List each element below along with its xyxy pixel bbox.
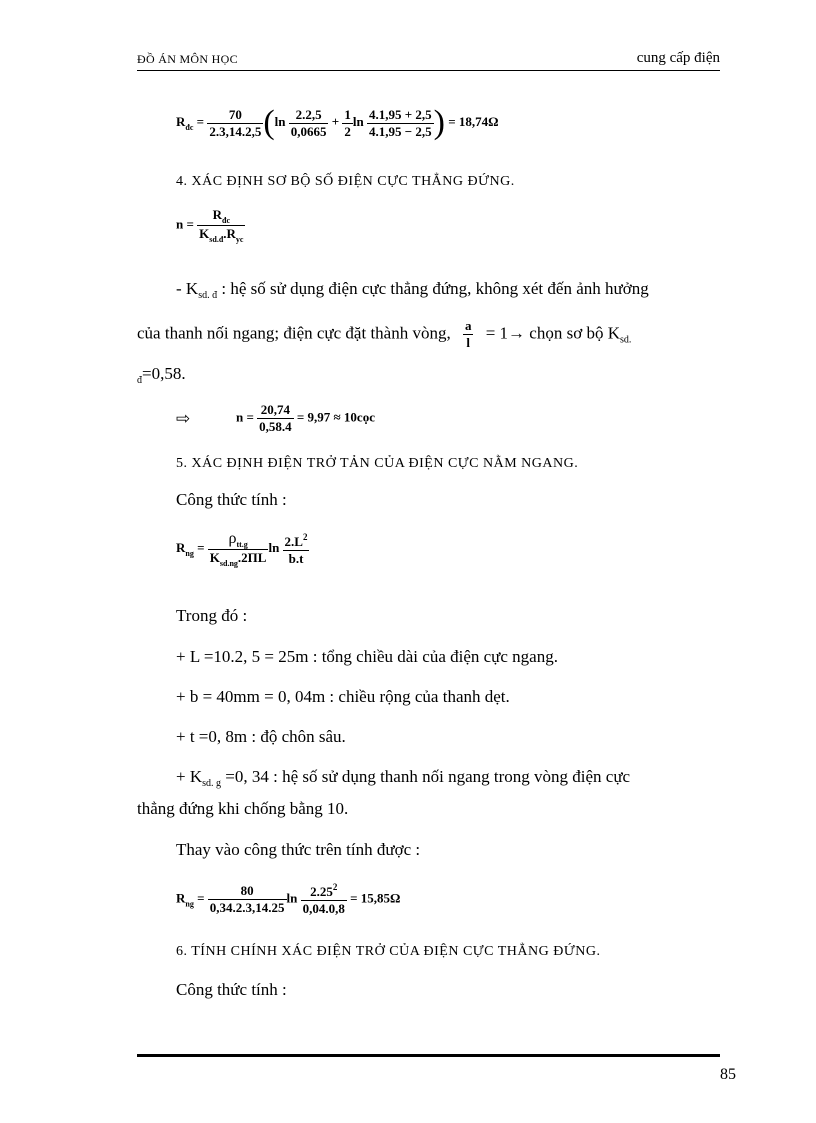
formula-half-den: 2 bbox=[344, 123, 351, 139]
implies-arrow: ⇨ bbox=[176, 409, 191, 428]
formula5-ln: ln bbox=[286, 890, 298, 906]
formula4-den-k: K bbox=[209, 550, 220, 565]
para-ksd-line3 bbox=[137, 364, 186, 386]
para-ksd-line1 bbox=[176, 279, 720, 301]
formula5-result: = 15,85Ω bbox=[350, 890, 401, 906]
header-right: cung cấp điện bbox=[636, 50, 720, 66]
ratio-num: a bbox=[464, 318, 472, 333]
formula-half-num: 1 bbox=[344, 106, 351, 122]
formula-ln2: ln bbox=[352, 113, 364, 129]
ratio-den: l bbox=[463, 334, 474, 351]
formula5-lhs: R bbox=[176, 890, 186, 906]
formula-ln2-den: 4.1,95 − 2,5 bbox=[369, 123, 432, 139]
formula4-lhs-sub: ng bbox=[185, 548, 194, 558]
para-ksd-line3-sub: đ bbox=[137, 375, 142, 386]
section-heading-4: 4. XÁC ĐỊNH SƠ BỘ SỐ ĐIỆN CỰC THẲNG ĐỨNG. bbox=[176, 174, 515, 189]
formula-n-den-k: K bbox=[199, 226, 210, 241]
formula-n-den-r: .R bbox=[223, 226, 236, 241]
formula-r-ng-value: $R_{ng}$ = $\frac{80}{0,34.2.3,14.25}$ ln $\frac{2.25^2}{0,04.0,8}$ = 15,85Ω bbox=[176, 882, 401, 916]
formula3-frac bbox=[257, 402, 294, 435]
para-ksd-line2 bbox=[137, 318, 720, 351]
formula-result: = 18,74Ω bbox=[448, 113, 499, 129]
footer-divider bbox=[137, 1054, 720, 1057]
formula4-den-rest: .2ΠL bbox=[237, 550, 267, 565]
formula5-frac bbox=[208, 883, 287, 916]
formula5-lhs-sub: ng bbox=[185, 899, 194, 909]
formula4-ln-frac bbox=[283, 532, 310, 567]
formula4-num-sub: tt.g bbox=[236, 540, 248, 549]
section-heading-5: 5. XÁC ĐỊNH ĐIỆN TRỞ TẢN CỦA ĐIỆN CỰC NẰM NGANG. bbox=[176, 456, 579, 471]
formula-ln1-num: 2.2,5 bbox=[295, 106, 322, 122]
formula-half-frac bbox=[342, 107, 353, 140]
item-ksd-prefix: + K bbox=[176, 767, 203, 786]
formula5-ln-den: 0,04.0,8 bbox=[302, 901, 345, 916]
label-thay-vao: Thay vào công thức trên tính được : bbox=[176, 840, 421, 859]
header-left: ĐỒ ÁN MÔN HỌC bbox=[137, 52, 238, 66]
formula5-ln-frac bbox=[301, 882, 347, 917]
page-number: 85 bbox=[720, 1066, 736, 1083]
para-ksd-sub1: sd. đ bbox=[198, 290, 218, 301]
header-divider bbox=[137, 70, 720, 71]
formula5-ln-num-sup: 2 bbox=[332, 882, 338, 892]
item-ksd-sub: sd. g bbox=[202, 778, 222, 789]
formula-coef-frac bbox=[207, 107, 263, 140]
formula-r-ng: $R_{ng}$ = $\frac{\rho_{tt.g}}{K_{sd.ng}.2\Pi L}$ ln $\frac{2.L^2}{b.t}$ bbox=[176, 530, 308, 568]
formula-r-dc: $R_{đc}$ = $\frac{70}{2.3,14.2,5}$ (ln $\frac{2.2,5}{0,0665}$ + $\frac{1}{2}$ ln $\frac{4.1,95 + 2,5}{4.1,95 - 2,5}$ ) = 18,74Ω bbox=[176, 104, 499, 141]
formula-ln2-num: 4.1,95 + 2,5 bbox=[369, 106, 432, 122]
para-ksd-sub2: sd. bbox=[619, 334, 632, 346]
formula4-lhs: R bbox=[176, 539, 186, 555]
formula3-num: 20,74 bbox=[260, 402, 291, 417]
item-t: + t =0, 8m : độ chôn sâu. bbox=[176, 727, 346, 746]
item-ksd-line1 bbox=[176, 767, 720, 789]
para-ksd-line1-rest: : hệ số sử dụng điện cực thẳng đứng, không xét đến ảnh hưởng bbox=[221, 279, 649, 298]
formula4-frac bbox=[208, 530, 269, 568]
para-ksd-line2-start: của thanh nối ngang; điện cực đặt thành vòng, bbox=[137, 323, 451, 343]
formula3-lhs: n = bbox=[236, 409, 254, 425]
formula3-result: = 9,97 ≈ 10cọc bbox=[296, 409, 375, 425]
formula-coef-den: 2.3,14.2,5 bbox=[209, 123, 262, 139]
formula-lhs: R bbox=[176, 113, 186, 129]
section-heading-6: 6. TÍNH CHÍNH XÁC ĐIỆN TRỞ CỦA ĐIỆN CỰC THẲNG ĐỨNG. bbox=[176, 944, 601, 959]
item-ksd-rest: =0, 34 : hệ số sử dụng thanh nối ngang trong vòng điện cực bbox=[225, 767, 631, 786]
item-L: + L =10.2, 5 = 25m : tổng chiều dài của điện cực ngang. bbox=[176, 647, 558, 666]
formula-n-den-k-sub: sd.đ bbox=[209, 235, 224, 244]
formula-n-value bbox=[236, 402, 375, 435]
formula5-den: 0,34.2.3,14.25 bbox=[209, 900, 285, 915]
label-cong-thuc-2: Công thức tính : bbox=[176, 980, 287, 999]
formula4-ln-den: b.t bbox=[283, 550, 310, 567]
formula4-ln-num-sup: 2 bbox=[302, 531, 308, 542]
rho-symbol: ρ bbox=[228, 530, 237, 547]
formula-ln1: ln bbox=[274, 113, 286, 129]
formula-n bbox=[176, 207, 245, 244]
ratio-a-l bbox=[463, 318, 474, 351]
formula4-ln-num: 2.L bbox=[284, 533, 303, 549]
formula-coef-num: 70 bbox=[228, 106, 242, 122]
label-trong-do: Trong đó : bbox=[176, 606, 248, 625]
formula5-num: 80 bbox=[240, 883, 254, 898]
formula-n-num-sub: đc bbox=[222, 216, 230, 225]
formula-n-num: R bbox=[212, 207, 222, 222]
para-ksd-line2-end: = 1→ chọn sơ bộ K bbox=[485, 323, 620, 343]
formula-ln2-frac bbox=[367, 107, 434, 140]
item-ksd-line2: thẳng đứng khi chống bằng 10. bbox=[137, 799, 349, 818]
formula-ln1-den: 0,0665 bbox=[290, 123, 327, 139]
formula4-ln: ln bbox=[268, 539, 280, 555]
formula-ln1-frac bbox=[289, 107, 329, 140]
formula5-ln-num: 2.25 bbox=[310, 884, 333, 899]
formula3-den: 0,58.4 bbox=[259, 419, 292, 434]
formula-n-lhs: n = bbox=[176, 216, 194, 232]
formula-n-frac bbox=[197, 207, 245, 244]
para-ksd-line3-rest: =0,58. bbox=[142, 364, 186, 383]
para-ksd-prefix: - K bbox=[176, 279, 199, 298]
formula-lhs-sub: đc bbox=[185, 122, 194, 132]
item-b: + b = 40mm = 0, 04m : chiều rộng của thanh dẹt. bbox=[176, 687, 510, 706]
formula4-den-k-sub: sd.ng bbox=[219, 559, 238, 568]
label-cong-thuc-1: Công thức tính : bbox=[176, 490, 287, 509]
formula-n-den-r-sub: yc bbox=[235, 235, 244, 244]
formula-plus: + bbox=[331, 113, 340, 129]
